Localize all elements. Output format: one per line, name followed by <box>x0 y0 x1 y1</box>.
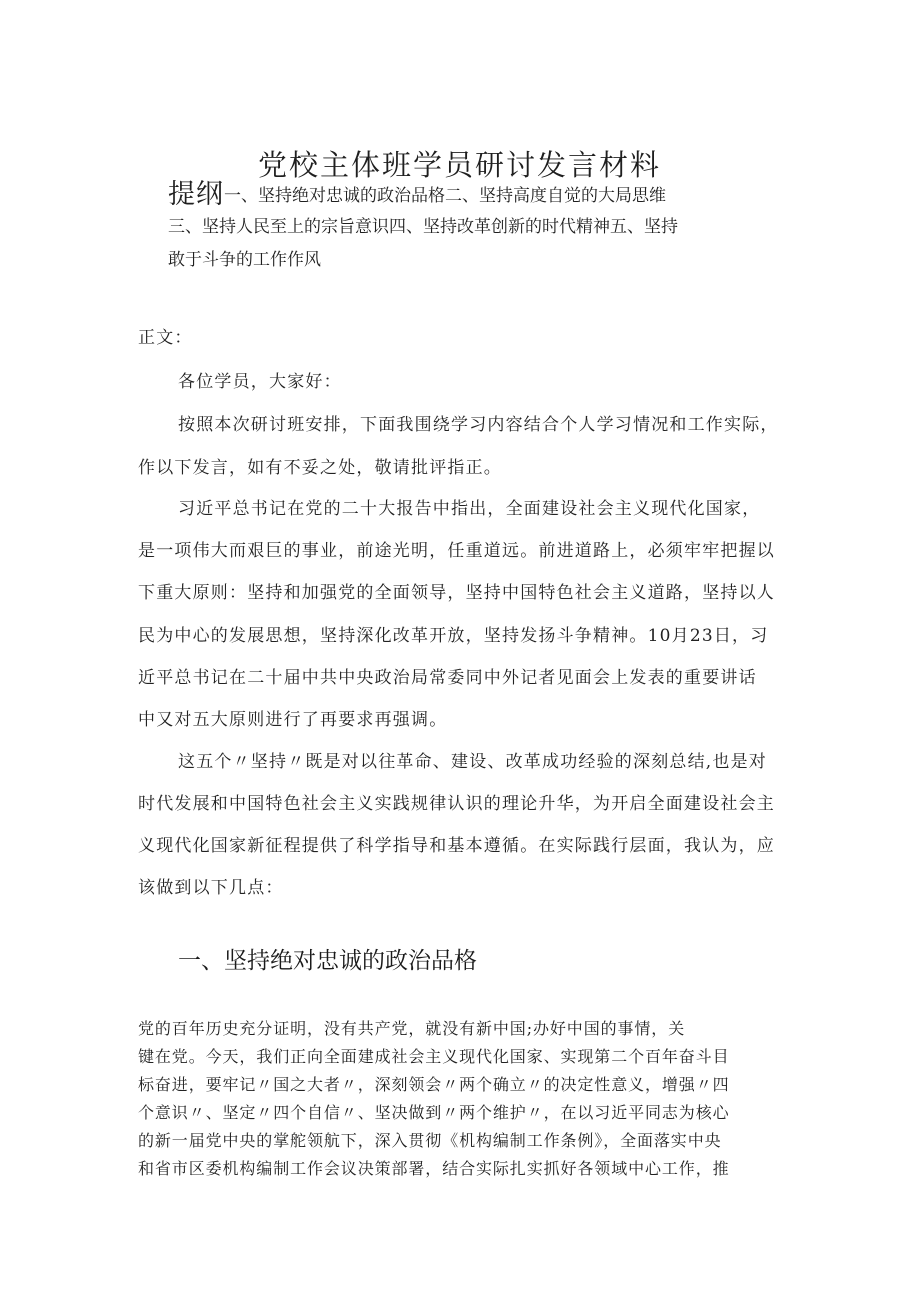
para4-line: 党的百年历史充分证明，没有共产党，就没有新中国;办好中国的事情，关 <box>138 1019 686 1038</box>
para2-line: 中又对五大原则进行了再要求再强调。 <box>138 710 448 730</box>
greeting: 各位学员，大家好： <box>178 372 342 392</box>
para2-line: 习近平总书记在党的二十大报告中指出，全面建设社会主义现代化国家， <box>178 499 761 519</box>
para3-line: 该做到以下几点： <box>138 878 284 898</box>
body-label: 正文： <box>138 328 193 348</box>
section-heading: 一、坚持绝对忠诚的政治品格 <box>178 948 477 974</box>
para1-line: 按照本次研讨班安排，下面我围绕学习内容结合个人学习情况和工作实际， <box>178 415 779 435</box>
para4-line: 标奋进，要牢记〃国之大者〃，深刻领会〃两个确立〃的决定性意义，增强〃四 <box>138 1075 730 1094</box>
para3-line: 义现代化国家新征程提供了科学指导和基本遵循。在实际践行层面，我认为，应 <box>138 836 775 856</box>
document-title: 党校主体班学员研讨发言材料 <box>258 148 662 182</box>
outline-label: 提纲 <box>168 179 224 210</box>
outline-line-2: 三、坚持人民至上的宗旨意识四、坚持改革创新的时代精神五、坚持 <box>168 217 678 237</box>
para4-line: 个意识〃、坚定〃四个自信〃、坚决做到〃两个维护〃，在以习近平同志为核心 <box>138 1103 730 1122</box>
para2-line: 是一项伟大而艰巨的事业，前途光明，任重道远。前进道路上，必须牢牢把握以 <box>138 541 775 561</box>
outline-block <box>168 178 688 277</box>
para2-line: 近平总书记在二十届中共中央政治局常委同中外记者见面会上发表的重要讲话 <box>138 668 757 688</box>
para3-line: 这五个〃坚持〃既是对以往革命、建设、改革成功经验的深刻总结,也是对 <box>178 752 768 772</box>
outline-line-3: 敢于斗争的工作作风 <box>168 250 321 270</box>
para4-line: 键在党。今天，我们正向全面建成社会主义现代化国家、实现第二个百年奋斗目 <box>138 1047 730 1066</box>
para3-line: 时代发展和中国特色社会主义实践规律认识的理论升华，为开启全面建设社会主 <box>138 794 775 814</box>
para1-line: 作以下发言，如有不妥之处，敬请批评指正。 <box>138 458 502 478</box>
para2-line: 下重大原则：坚持和加强党的全面领导，坚持中国特色社会主义道路，坚持以人 <box>138 583 775 603</box>
outline-text-1: 一、坚持绝对忠诚的政治品格二、坚持高度自觉的大局思维 <box>224 186 666 206</box>
para2-line: 民为中心的发展思想，坚持深化改革开放，坚持发扬斗争精神。10月23日，习 <box>138 626 769 646</box>
para4-line: 和省市区委机构编制工作会议决策部署，结合实际扎实抓好各领域中心工作，推 <box>138 1159 730 1178</box>
para4-line: 的新一届党中央的掌舵领航下，深入贯彻《机构编制工作条例》，全面落实中央 <box>138 1131 722 1150</box>
outline-line-1 <box>168 178 688 211</box>
